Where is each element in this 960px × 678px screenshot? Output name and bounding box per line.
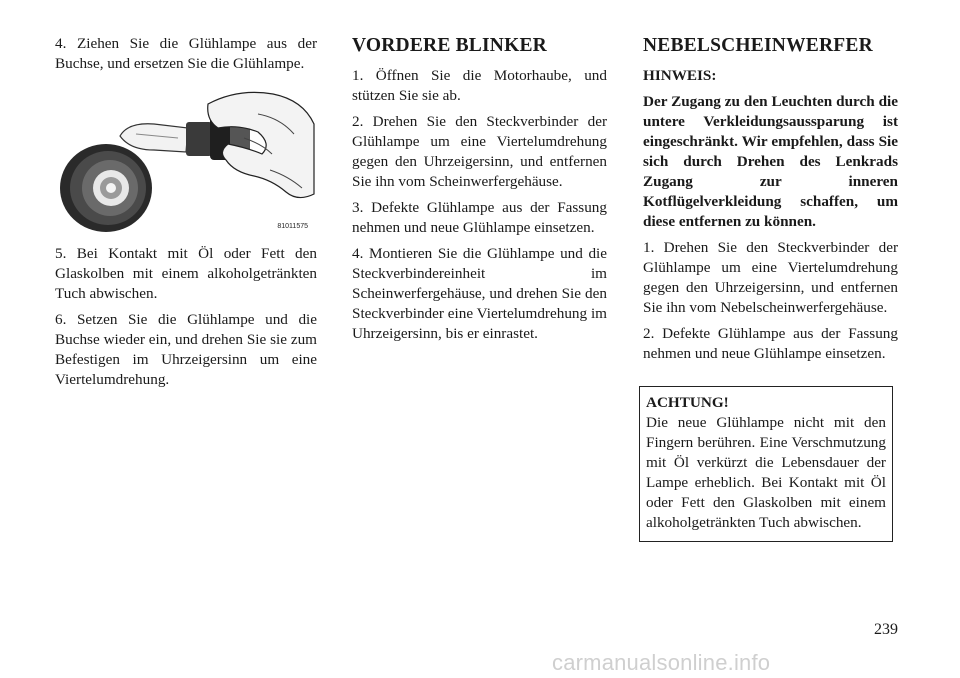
hinweis-text: Der Zugang zu den Leuchten durch die untere Verkleidungsaussparung ist eingeschränkt. Wir empfehlen, dass Sie sich durch Drehen des Lenkrads Zugang zur inneren Kotflügelverkleidung schaffen, um diese entfernen zu können. <box>643 93 898 230</box>
page-number: 239 <box>874 621 898 638</box>
step-2-text: 2. Drehen Sie den Steckverbinder der Glühlampe um eine Viertelumdrehung gegen den Uhrzeigersinn, und entfernen Sie ihn vom Scheinwerfergehäuse. <box>352 113 607 190</box>
bulb-illustration <box>58 84 316 234</box>
step-1-text: 1. Drehen Sie den Steckverbinder der Glühlampe um eine Viertelumdrehung gegen den Uhrzeigersinn, und entfernen Sie ihn vom Nebelscheinwerfergehäuse. <box>643 239 898 316</box>
column-middle <box>352 34 607 344</box>
step-4-text: 4. Montieren Sie die Glühlampe und die Steckverbindereinheit im Scheinwerfergehäuse, und drehen Sie den Steckverbinder eine Viertelumdrehung im Uhrzeigersinn, bis er einrastet. <box>352 245 607 342</box>
step-4-text: 4. Ziehen Sie die Glühlampe aus der Buchse, und ersetzen Sie die Glühlampe. <box>55 35 317 72</box>
section-heading-vordere-blinker: VORDERE BLINKER <box>352 35 547 56</box>
column-left <box>55 34 317 390</box>
step-6-text: 6. Setzen Sie die Glühlampe und die Buchse wieder ein, und drehen Sie sie zum Befestigen im Uhrzeigersinn um eine Viertelumdrehung. <box>55 311 317 388</box>
hinweis-title: HINWEIS: <box>643 67 717 84</box>
step-1-text: 1. Öffnen Sie die Motorhaube, und stützen Sie sie ab. <box>352 67 607 104</box>
caution-text: Die neue Glühlampe nicht mit den Fingern berühren. Eine Verschmutzung mit Öl verkürzt die Lebensdauer der Lampe erheblich. Bei Kontakt mit Öl oder Fett den Glaskolben mit einem alkoholgetränkten Tuch abwischen. <box>646 414 886 531</box>
step-2-text: 2. Defekte Glühlampe aus der Fassung nehmen und neue Glühlampe einsetzen. <box>643 325 898 362</box>
caution-title: ACHTUNG! <box>646 394 729 411</box>
figure-code: 81011575 <box>277 223 308 230</box>
section-heading-nebelscheinwerfer: NEBELSCHEINWERFER <box>643 35 873 56</box>
bulb-replacement-figure <box>58 84 316 234</box>
watermark-footer: carmanualsonline.info <box>552 650 771 675</box>
column-right <box>643 34 898 542</box>
caution-box <box>639 386 893 542</box>
step-3-text: 3. Defekte Glühlampe aus der Fassung nehmen und neue Glühlampe einsetzen. <box>352 199 607 236</box>
step-5-text: 5. Bei Kontakt mit Öl oder Fett den Glaskolben mit einem alkoholgetränkten Tuch abwischen. <box>55 245 317 302</box>
lamp-housing-drawing <box>60 144 152 232</box>
